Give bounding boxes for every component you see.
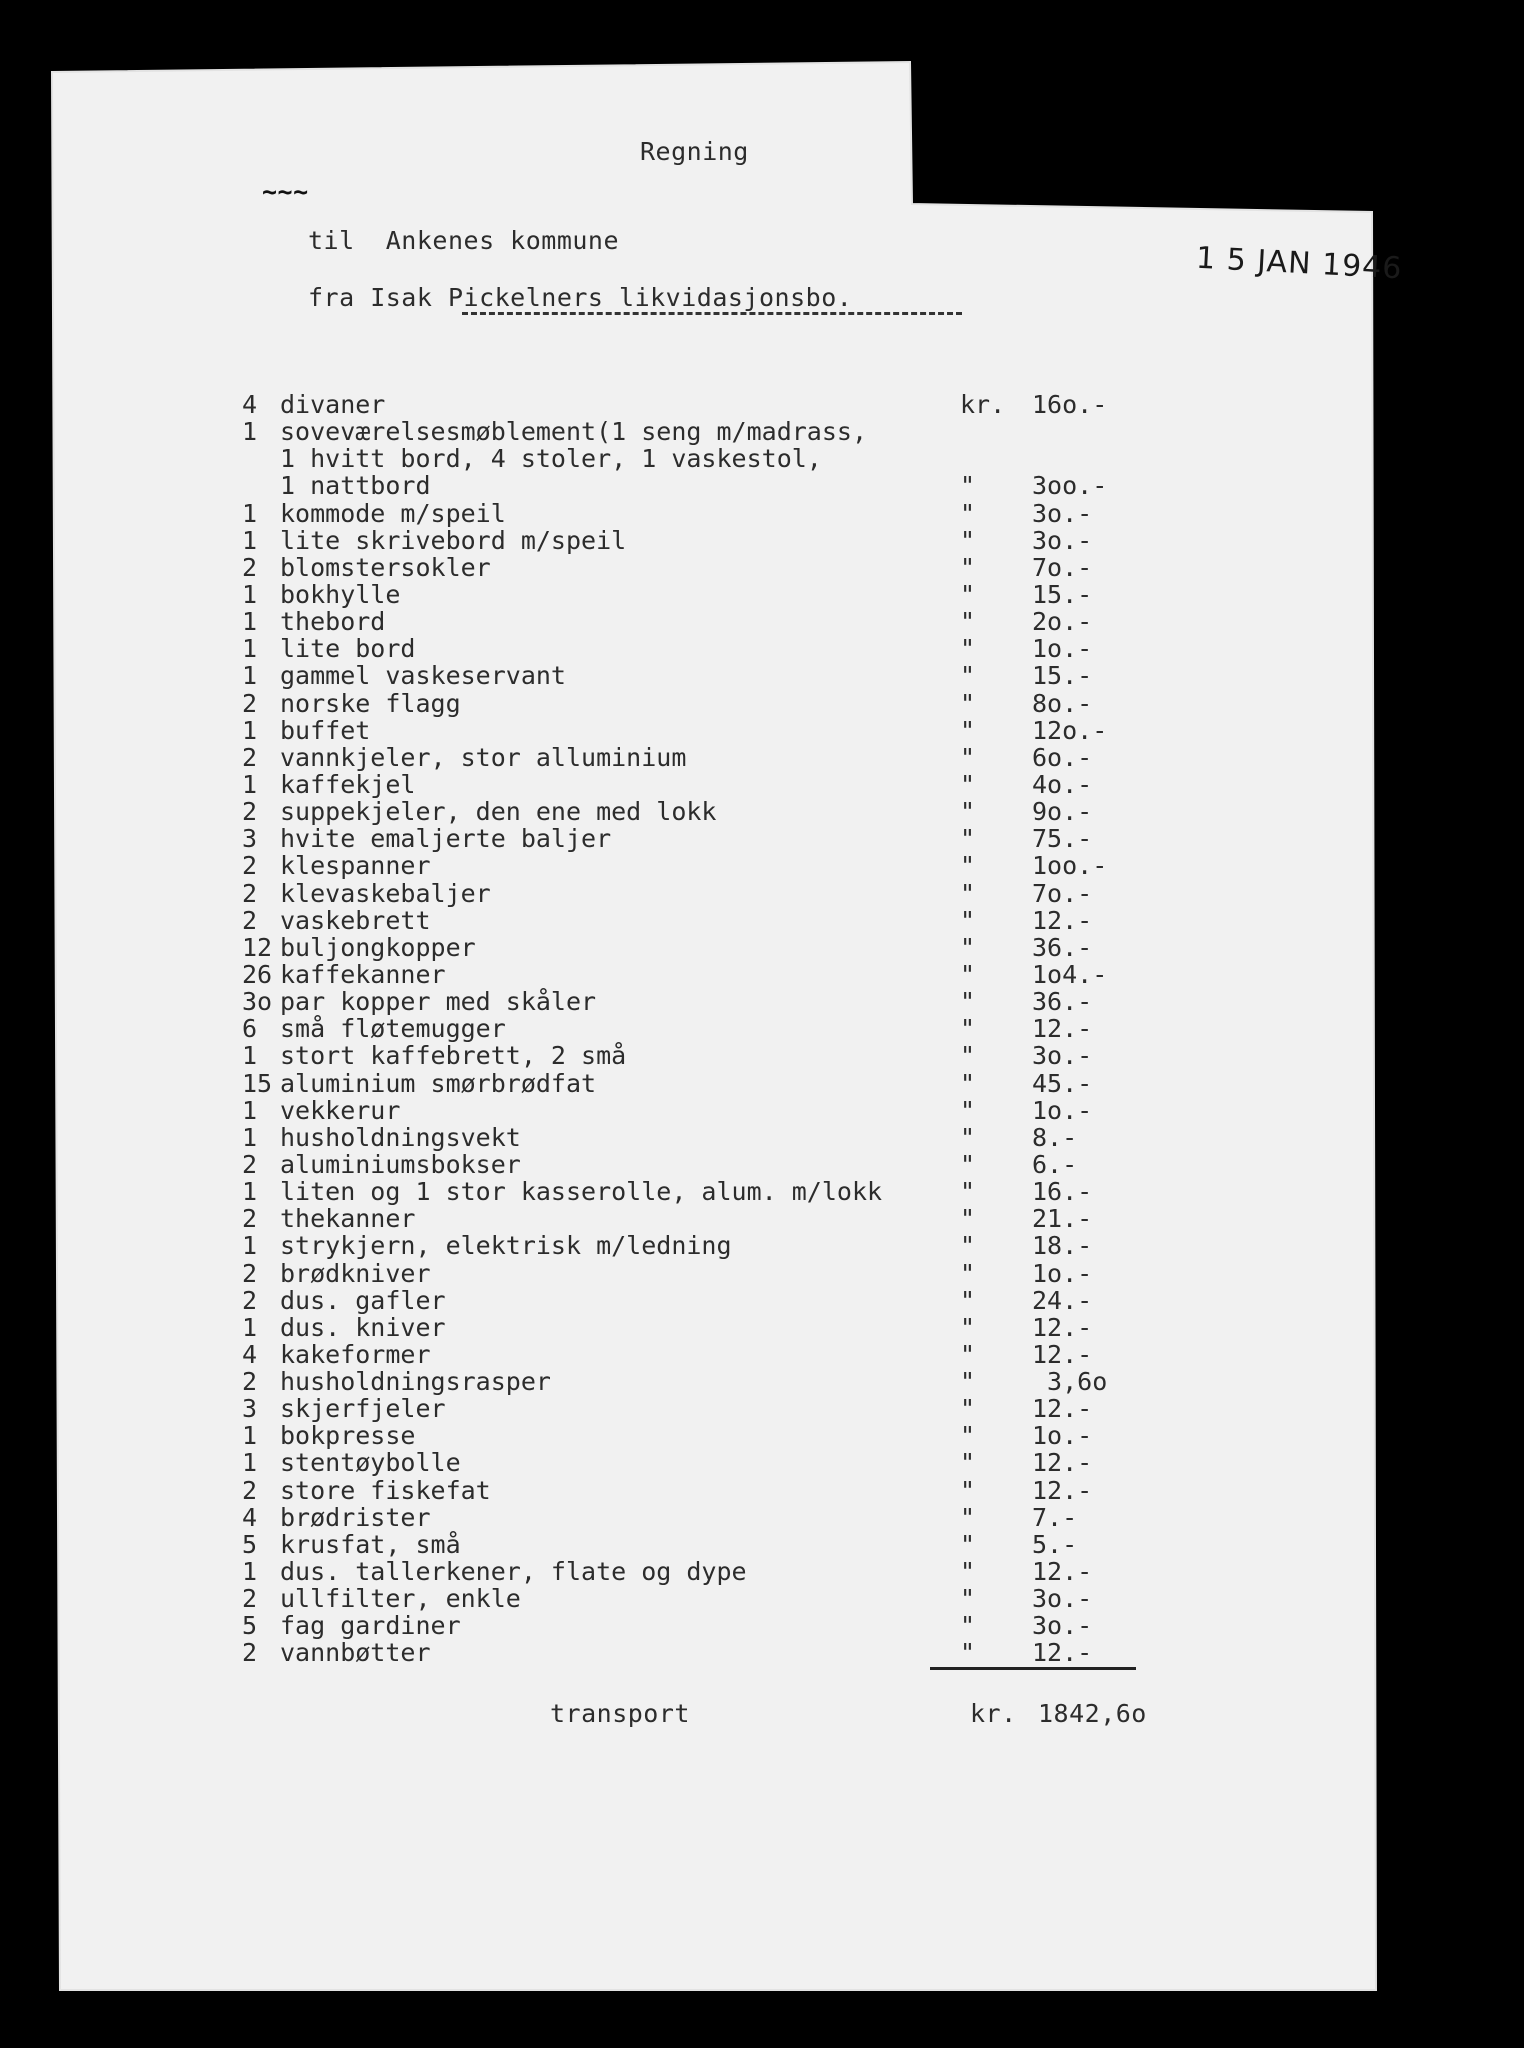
item-description: dus. tallerkener, flate og dype [280, 1557, 747, 1587]
item-quantity: 5 [242, 1529, 258, 1559]
item-quantity: 2 [242, 878, 258, 908]
item-description: kaffekjel [280, 769, 416, 799]
item-amount: 2o.- [1032, 607, 1093, 637]
item-description: thebord [280, 607, 386, 637]
item-amount: 3o.- [1032, 1041, 1093, 1071]
list-item [242, 417, 1172, 447]
item-description: vannbøtter [280, 1638, 431, 1668]
item-ditto-mark: " [960, 1231, 976, 1261]
item-description: ullfilter, enkle [280, 1584, 521, 1614]
item-quantity: 1 [242, 525, 258, 555]
sum-line [930, 1667, 1136, 1670]
item-quantity: 2 [242, 1367, 258, 1397]
item-amount: 24.- [1032, 1285, 1093, 1315]
item-ditto-mark: " [960, 1638, 976, 1668]
item-ditto-mark: " [960, 552, 976, 582]
item-amount: 16.- [1032, 1177, 1093, 1207]
item-quantity: 1 [242, 661, 258, 691]
item-description: fag gardiner [280, 1611, 461, 1641]
list-item [242, 553, 1172, 580]
list-item [242, 1340, 1172, 1367]
list-item [242, 607, 1172, 637]
item-description: 1 nattbord [280, 471, 431, 501]
item-description: kaffekanner [280, 959, 446, 989]
list-item [242, 1150, 1172, 1177]
item-quantity: 1 [242, 1312, 258, 1342]
item-quantity: 2 [242, 851, 258, 881]
list-item [242, 987, 1172, 1017]
list-item [242, 1177, 1172, 1207]
item-amount: 8.- [1032, 1122, 1078, 1152]
item-quantity: 3 [242, 824, 258, 854]
item-ditto-mark: " [960, 959, 976, 989]
item-ditto-mark: " [960, 742, 976, 772]
item-ditto-mark: " [960, 1285, 976, 1315]
list-item [242, 797, 1172, 827]
item-amount: 15.- [1032, 579, 1093, 609]
item-amount: 7.- [1032, 1502, 1078, 1532]
item-description: vaskebrett [280, 905, 431, 935]
item-description: blomstersokler [280, 552, 491, 582]
list-item [242, 933, 1172, 960]
item-description: divaner [280, 390, 386, 419]
item-description: hvite emaljerte baljer [280, 824, 612, 854]
item-amount: 3o.- [1032, 498, 1093, 528]
item-quantity: 2 [242, 797, 258, 827]
item-amount: 12.- [1032, 1638, 1093, 1668]
item-description: aluminiumsbokser [280, 1149, 521, 1179]
list-item [242, 1014, 1172, 1044]
list-item [242, 1259, 1172, 1286]
item-amount: 9o.- [1032, 797, 1093, 827]
item-quantity: 1 [242, 1041, 258, 1071]
item-amount: 1o.- [1032, 1258, 1093, 1288]
item-ditto-mark: kr. [960, 390, 1006, 419]
item-quantity: 2 [242, 1475, 258, 1505]
item-description: krusfat, små [280, 1529, 461, 1559]
item-description: aluminium smørbrødfat [280, 1068, 597, 1098]
item-quantity: 1 [242, 715, 258, 745]
item-description: dus. gafler [280, 1285, 446, 1315]
item-description: gammel vaskeservant [280, 661, 566, 691]
item-amount: 4o.- [1032, 769, 1093, 799]
total-currency: kr. [970, 1699, 1017, 1728]
recipient-line: til Ankenes kommune [308, 226, 620, 255]
date-stamp: 1 5 JAN 1946 [1195, 240, 1404, 287]
list-item [242, 1041, 1172, 1071]
list-item [242, 1231, 1172, 1261]
list-item [242, 824, 1172, 854]
item-description: vekkerur [280, 1095, 401, 1125]
item-description: soveværelsesmøblement(1 seng m/madrass, [280, 417, 867, 447]
item-quantity: 2 [242, 688, 258, 718]
item-quantity: 6 [242, 1014, 258, 1044]
item-ditto-mark: " [960, 634, 976, 664]
item-ditto-mark: " [960, 579, 976, 609]
item-ditto-mark: " [960, 471, 976, 501]
item-ditto-mark: " [960, 1204, 976, 1234]
item-quantity: 2 [242, 1638, 258, 1668]
item-ditto-mark: " [960, 1611, 976, 1641]
item-quantity: 2 [242, 1204, 258, 1234]
item-quantity: 26 [242, 959, 273, 989]
item-ditto-mark: " [960, 1394, 976, 1424]
item-description: kakeformer [280, 1339, 431, 1369]
item-description: husholdningsvekt [280, 1122, 521, 1152]
list-item [242, 661, 1172, 691]
item-amount: 1o.- [1032, 1421, 1093, 1451]
item-description: stentøybolle [280, 1448, 461, 1478]
item-amount: 18.- [1032, 1231, 1093, 1261]
item-ditto-mark: " [960, 1014, 976, 1044]
item-amount: 1o.- [1032, 634, 1093, 664]
item-quantity: 1 [242, 769, 258, 799]
list-item [242, 1638, 1172, 1668]
list-item [242, 1096, 1172, 1123]
item-quantity: 4 [242, 390, 258, 419]
item-description: bokpresse [280, 1421, 416, 1451]
item-amount: 3o.- [1032, 1584, 1093, 1614]
item-amount: 75.- [1032, 824, 1093, 854]
item-quantity: 2 [242, 742, 258, 772]
item-ditto-mark: " [960, 1177, 976, 1207]
item-description: vannkjeler, stor alluminium [280, 742, 687, 772]
item-ditto-mark: " [960, 715, 976, 745]
item-description: buffet [280, 715, 371, 745]
item-amount: 12.- [1032, 1448, 1093, 1478]
item-quantity: 1 [242, 1421, 258, 1451]
item-ditto-mark: " [960, 688, 976, 718]
item-description: klevaskebaljer [280, 878, 491, 908]
item-quantity: 1 [242, 1448, 258, 1478]
item-ditto-mark: " [960, 797, 976, 827]
list-item [242, 879, 1172, 906]
item-ditto-mark: " [960, 1584, 976, 1614]
item-ditto-mark: " [960, 498, 976, 528]
sender-underline [462, 312, 962, 315]
document-title: Regning [640, 137, 749, 166]
item-amount: 5.- [1032, 1529, 1078, 1559]
crossed-out-mark: ~~~ [262, 177, 309, 206]
list-item [242, 634, 1172, 664]
list-item [242, 906, 1172, 933]
item-description: små fløtemugger [280, 1014, 506, 1044]
item-amount: 8o.- [1032, 688, 1093, 718]
item-amount: 12.- [1032, 1394, 1093, 1424]
item-description: bokhylle [280, 579, 401, 609]
list-item [242, 960, 1172, 987]
item-quantity: 15 [242, 1068, 273, 1098]
item-ditto-mark: " [960, 607, 976, 637]
item-quantity: 2 [242, 552, 258, 582]
item-quantity: 1 [242, 1557, 258, 1587]
item-amount: 7o.- [1032, 878, 1093, 908]
item-amount: 7o.- [1032, 552, 1093, 582]
item-amount: 1oo.- [1032, 851, 1108, 881]
item-quantity: 2 [242, 1584, 258, 1614]
list-item [242, 444, 1172, 474]
item-amount: 3oo.- [1032, 471, 1108, 501]
list-item [242, 1530, 1172, 1557]
item-ditto-mark: " [960, 1475, 976, 1505]
item-ditto-mark: " [960, 1041, 976, 1071]
item-amount: 12.- [1032, 1014, 1093, 1044]
total-amount: 1842,6o [1038, 1699, 1147, 1728]
item-quantity: 1 [242, 1177, 258, 1207]
item-ditto-mark: " [960, 905, 976, 935]
list-item [242, 1448, 1172, 1478]
item-description: par kopper med skåler [280, 987, 597, 1017]
list-item [242, 1421, 1172, 1451]
item-quantity: 2 [242, 1285, 258, 1315]
list-item [242, 1313, 1172, 1340]
item-description: suppekjeler, den ene med lokk [280, 797, 717, 827]
item-quantity: 1 [242, 1095, 258, 1125]
item-amount: 12.- [1032, 905, 1093, 935]
list-item [242, 1557, 1172, 1587]
item-quantity: 1 [242, 1231, 258, 1261]
item-quantity: 1 [242, 1122, 258, 1152]
item-ditto-mark: " [960, 1421, 976, 1451]
item-quantity: 3o [242, 987, 273, 1017]
item-quantity: 1 [242, 417, 258, 447]
item-description: stort kaffebrett, 2 små [280, 1041, 627, 1071]
list-item [242, 1069, 1172, 1096]
item-description: lite skrivebord m/speil [280, 525, 627, 555]
item-description: buljongkopper [280, 932, 476, 962]
list-item [242, 689, 1172, 716]
item-amount: 1o.- [1032, 1095, 1093, 1125]
item-ditto-mark: " [960, 1095, 976, 1125]
list-item [242, 390, 1172, 417]
item-description: lite bord [280, 634, 416, 664]
item-description: dus. kniver [280, 1312, 446, 1342]
item-amount: 6.- [1032, 1149, 1078, 1179]
item-ditto-mark: " [960, 878, 976, 908]
item-description: klespanner [280, 851, 431, 881]
list-item [242, 716, 1172, 743]
item-description: skjerfjeler [280, 1394, 446, 1424]
item-amount: 3,6o [1032, 1367, 1108, 1397]
item-quantity: 1 [242, 607, 258, 637]
item-amount: 12o.- [1032, 715, 1108, 745]
item-description: strykjern, elektrisk m/ledning [280, 1231, 732, 1261]
item-description: 1 hvitt bord, 4 stoler, 1 vaskestol, [280, 444, 822, 474]
list-item [242, 1394, 1172, 1424]
list-item [242, 526, 1172, 553]
item-ditto-mark: " [960, 769, 976, 799]
item-description: kommode m/speil [280, 498, 506, 528]
item-quantity: 4 [242, 1502, 258, 1532]
item-ditto-mark: " [960, 1122, 976, 1152]
item-amount: 36.- [1032, 987, 1093, 1017]
item-ditto-mark: " [960, 1068, 976, 1098]
item-quantity: 1 [242, 498, 258, 528]
list-item [242, 471, 1172, 501]
item-ditto-mark: " [960, 1529, 976, 1559]
item-description: brødrister [280, 1502, 431, 1532]
item-ditto-mark: " [960, 987, 976, 1017]
item-amount: 3o.- [1032, 525, 1093, 555]
item-amount: 3o.- [1032, 1611, 1093, 1641]
item-amount: 12.- [1032, 1312, 1093, 1342]
item-ditto-mark: " [960, 1312, 976, 1342]
item-ditto-mark: " [960, 1367, 976, 1397]
list-item [242, 1503, 1172, 1530]
item-amount: 21.- [1032, 1204, 1093, 1234]
item-quantity: 2 [242, 1149, 258, 1179]
item-quantity: 5 [242, 1611, 258, 1641]
item-ditto-mark: " [960, 1339, 976, 1369]
item-amount: 15.- [1032, 661, 1093, 691]
list-item [242, 1204, 1172, 1234]
item-quantity: 2 [242, 905, 258, 935]
item-list [242, 390, 1172, 1666]
list-item [242, 851, 1172, 881]
list-item [242, 580, 1172, 607]
item-ditto-mark: " [960, 1557, 976, 1587]
list-item [242, 743, 1172, 770]
list-item [242, 1286, 1172, 1313]
item-quantity: 4 [242, 1339, 258, 1369]
item-ditto-mark: " [960, 1149, 976, 1179]
item-ditto-mark: " [960, 661, 976, 691]
item-ditto-mark: " [960, 1448, 976, 1478]
item-amount: 36.- [1032, 932, 1093, 962]
item-amount: 45.- [1032, 1068, 1093, 1098]
list-item [242, 1367, 1172, 1397]
item-amount: 16o.- [1032, 390, 1108, 419]
item-quantity: 12 [242, 932, 273, 962]
item-quantity: 2 [242, 1258, 258, 1288]
item-quantity: 3 [242, 1394, 258, 1424]
item-quantity: 1 [242, 579, 258, 609]
item-description: store fiskefat [280, 1475, 491, 1505]
sender-line: fra Isak Pickelners likvidasjonsbo. [308, 283, 853, 312]
item-ditto-mark: " [960, 1258, 976, 1288]
item-ditto-mark: " [960, 824, 976, 854]
item-amount: 12.- [1032, 1339, 1093, 1369]
item-ditto-mark: " [960, 851, 976, 881]
list-item [242, 1611, 1172, 1641]
item-ditto-mark: " [960, 1502, 976, 1532]
item-amount: 12.- [1032, 1475, 1093, 1505]
list-item [242, 1476, 1172, 1503]
item-ditto-mark: " [960, 932, 976, 962]
item-amount: 12.- [1032, 1557, 1093, 1587]
item-description: norske flagg [280, 688, 461, 718]
item-description: liten og 1 stor kasserolle, alum. m/lokk [280, 1177, 883, 1207]
item-amount: 6o.- [1032, 742, 1093, 772]
item-description: brødkniver [280, 1258, 431, 1288]
item-description: thekanner [280, 1204, 416, 1234]
item-amount: 1o4.- [1032, 959, 1108, 989]
item-ditto-mark: " [960, 525, 976, 555]
list-item [242, 770, 1172, 797]
list-item [242, 499, 1172, 526]
item-description: husholdningsrasper [280, 1367, 551, 1397]
item-quantity: 1 [242, 634, 258, 664]
list-item [242, 1123, 1172, 1150]
transport-label: transport [550, 1699, 690, 1728]
list-item [242, 1584, 1172, 1614]
